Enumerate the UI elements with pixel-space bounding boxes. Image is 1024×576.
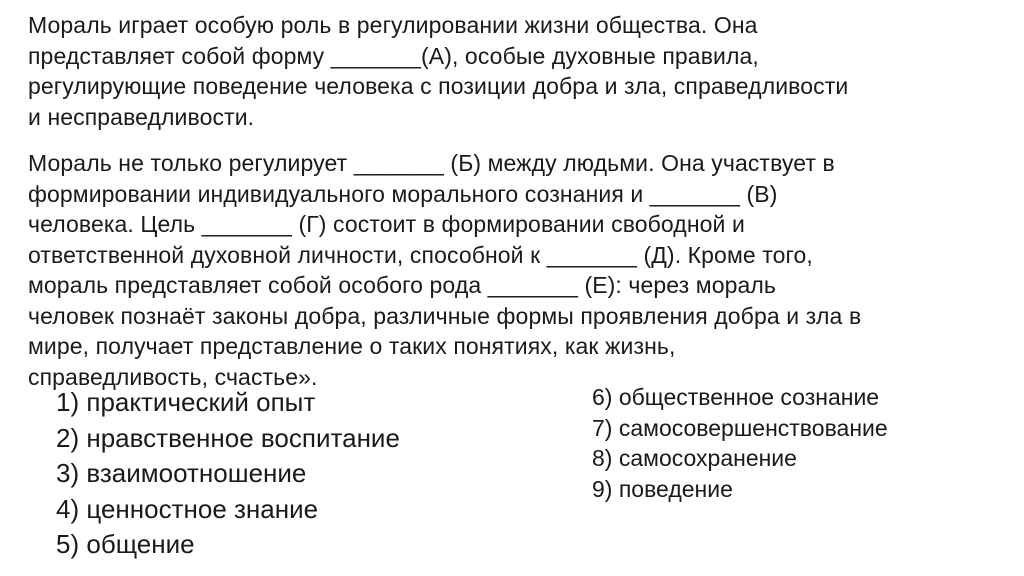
paragraph-line: ответственной духовной личности, способной к _______ (Д). Кроме того, xyxy=(28,241,813,268)
option-text: самосовершенствование xyxy=(618,414,888,441)
option-text: ценностное знание xyxy=(86,493,319,524)
option-number: 4) xyxy=(56,493,80,524)
option-text: поведение xyxy=(618,475,733,502)
answer-option xyxy=(592,382,888,413)
option-text: самосохранение xyxy=(618,445,797,471)
answer-option xyxy=(56,492,400,528)
paragraph-line: человек познаёт законы добра, различные формы проявления добра и зла в xyxy=(28,302,862,329)
answer-option xyxy=(56,456,400,492)
answer-option xyxy=(592,413,888,444)
paragraph-line: и несправедливости. xyxy=(28,103,255,130)
task-paragraph-1 xyxy=(28,10,1003,132)
option-text: общение xyxy=(86,529,195,559)
paragraph-line: мире, получает представление о таких понятиях, как жизнь, xyxy=(28,333,676,359)
paragraph-line: регулирующие поведение человека с позиции добра и зла, справедливости xyxy=(28,73,849,99)
answer-option xyxy=(56,421,400,457)
paragraph-line: формировании индивидуального морального сознания и _______ (В) xyxy=(28,180,778,207)
task-paragraph-2 xyxy=(28,148,1003,392)
paragraph-line: представляет собой форму _______(А), особые духовные правила, xyxy=(28,42,759,69)
option-number: 1) xyxy=(56,387,80,417)
answer-options-right xyxy=(592,382,888,504)
answer-option xyxy=(56,527,400,563)
option-text: взаимоотношение xyxy=(86,458,307,488)
option-number: 7) xyxy=(592,414,613,441)
option-number: 5) xyxy=(56,529,80,559)
option-number: 9) xyxy=(592,475,613,502)
option-text: общественное сознание xyxy=(618,384,880,410)
answer-options-left xyxy=(56,385,400,563)
option-number: 6) xyxy=(592,384,613,410)
option-number: 3) xyxy=(56,458,80,488)
answer-option xyxy=(592,474,888,505)
option-text: нравственное воспитание xyxy=(86,422,400,453)
paragraph-line: мораль представляет собой особого рода _______ (Е): через мораль xyxy=(28,272,776,298)
paragraph-line: Мораль играет особую роль в регулировании жизни общества. Она xyxy=(28,12,758,38)
paragraph-line: справедливость, счастье». xyxy=(28,363,318,390)
paragraph-line: Мораль не только регулирует _______ (Б) между людьми. Она участвует в xyxy=(28,150,835,176)
paragraph-line: человека. Цель _______ (Г) состоит в формировании свободной и xyxy=(28,211,745,237)
option-number: 8) xyxy=(592,445,613,471)
option-text: практический опыт xyxy=(86,387,316,417)
answer-option xyxy=(592,443,888,474)
option-number: 2) xyxy=(56,422,80,453)
answer-option xyxy=(56,385,400,421)
